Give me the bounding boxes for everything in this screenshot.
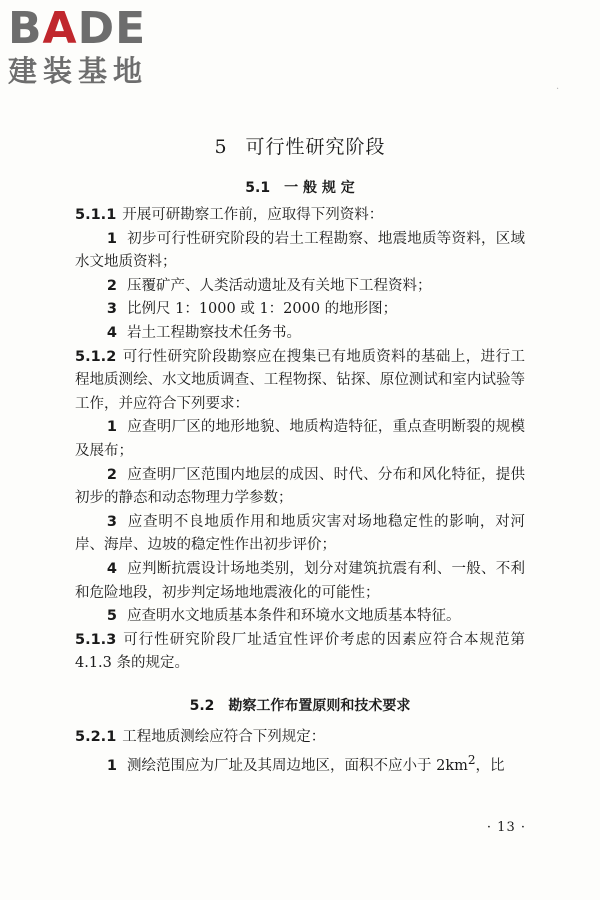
list-item: 5 应查明水文地质基本条件和环境水文地质基本特征。 <box>106 608 461 625</box>
clause-text: 可行性研究阶段勘察应在搜集已有地质资料的基础上，进行工程地质测绘、水文地质调查、工程物探、钻探、原位测试和室内试验等工作，并应符合下列要求： <box>75 348 525 412</box>
bade-logo <box>8 4 180 96</box>
chapter-title: 可行性研究阶段 <box>245 136 386 158</box>
clause-number: 5.1.3 <box>75 631 117 648</box>
list-item: 1 初步可行性研究阶段的岩土工程勘察、地震地质等资料，区域水文地质资料； <box>75 230 525 271</box>
list-item: 1 应查明厂区的地形地貌、地质构造特征，重点查明断裂的规模及展布； <box>75 419 525 459</box>
page-number: · 13 · <box>486 820 526 835</box>
clause-number: 5.2.1 <box>75 728 117 745</box>
section-number: 5.1 <box>245 180 271 196</box>
clause-5-1-1 <box>75 204 525 228</box>
section-title: 勘察工作布置原则和技术要求 <box>228 697 411 714</box>
clause-text: 工程地质测绘应符合下列规定： <box>122 728 326 745</box>
list-item: 2 压覆矿产、人类活动遗址及有关地下工程资料； <box>106 277 432 294</box>
list-item: 3 应查明不良地质作用和地质灾害对场地稳定性的影响，对河岸、海岸、边坡的稳定性作出初步评价； <box>75 513 525 554</box>
corner-mark: · <box>556 84 560 95</box>
section-heading-5-1 <box>75 176 525 200</box>
document-page <box>75 126 525 779</box>
list-item: 4 岩土工程勘察技术任务书。 <box>106 324 301 341</box>
clause-number: 5.1.1 <box>75 207 117 223</box>
clause-5-1-2 <box>75 346 525 417</box>
section-number: 5.2 <box>189 697 215 714</box>
logo-chinese-name: 建装基地 <box>8 54 149 88</box>
clause-text: 开展可研勘察工作前，应取得下列资料： <box>122 207 384 223</box>
chapter-number: 5 <box>214 136 228 158</box>
section-title: 一 般 规 定 <box>284 180 355 196</box>
list-item: 1 测绘范围应为厂址及其周边地区，面积不应小于 $2km^2$，比 <box>106 753 505 775</box>
clause-text: 可行性研究阶段厂址适宜性评价考虑的因素应符合本规范第 4.1.3 条的规定。 <box>75 631 525 672</box>
clause-5-1-3 <box>75 629 525 676</box>
list-item: 3 比例尺 1：1000 或 1：2000 的地形图； <box>106 301 398 318</box>
logo-wordmark: BADE <box>8 3 147 54</box>
list-item: 4 应判断抗震设计场地类别，划分对建筑抗震有利、一般、不利和危险地段，初步判定场地地震液化的可能性； <box>75 560 525 601</box>
clause-5-2-1 <box>75 726 525 750</box>
clause-number: 5.1.2 <box>75 348 117 365</box>
section-heading-5-2 <box>75 694 525 718</box>
chapter-heading <box>75 132 525 162</box>
list-item: 2 应查明厂区范围内地层的成因、时代、分布和风化特征，提供初步的静态和动态物理力学参数； <box>75 466 525 507</box>
